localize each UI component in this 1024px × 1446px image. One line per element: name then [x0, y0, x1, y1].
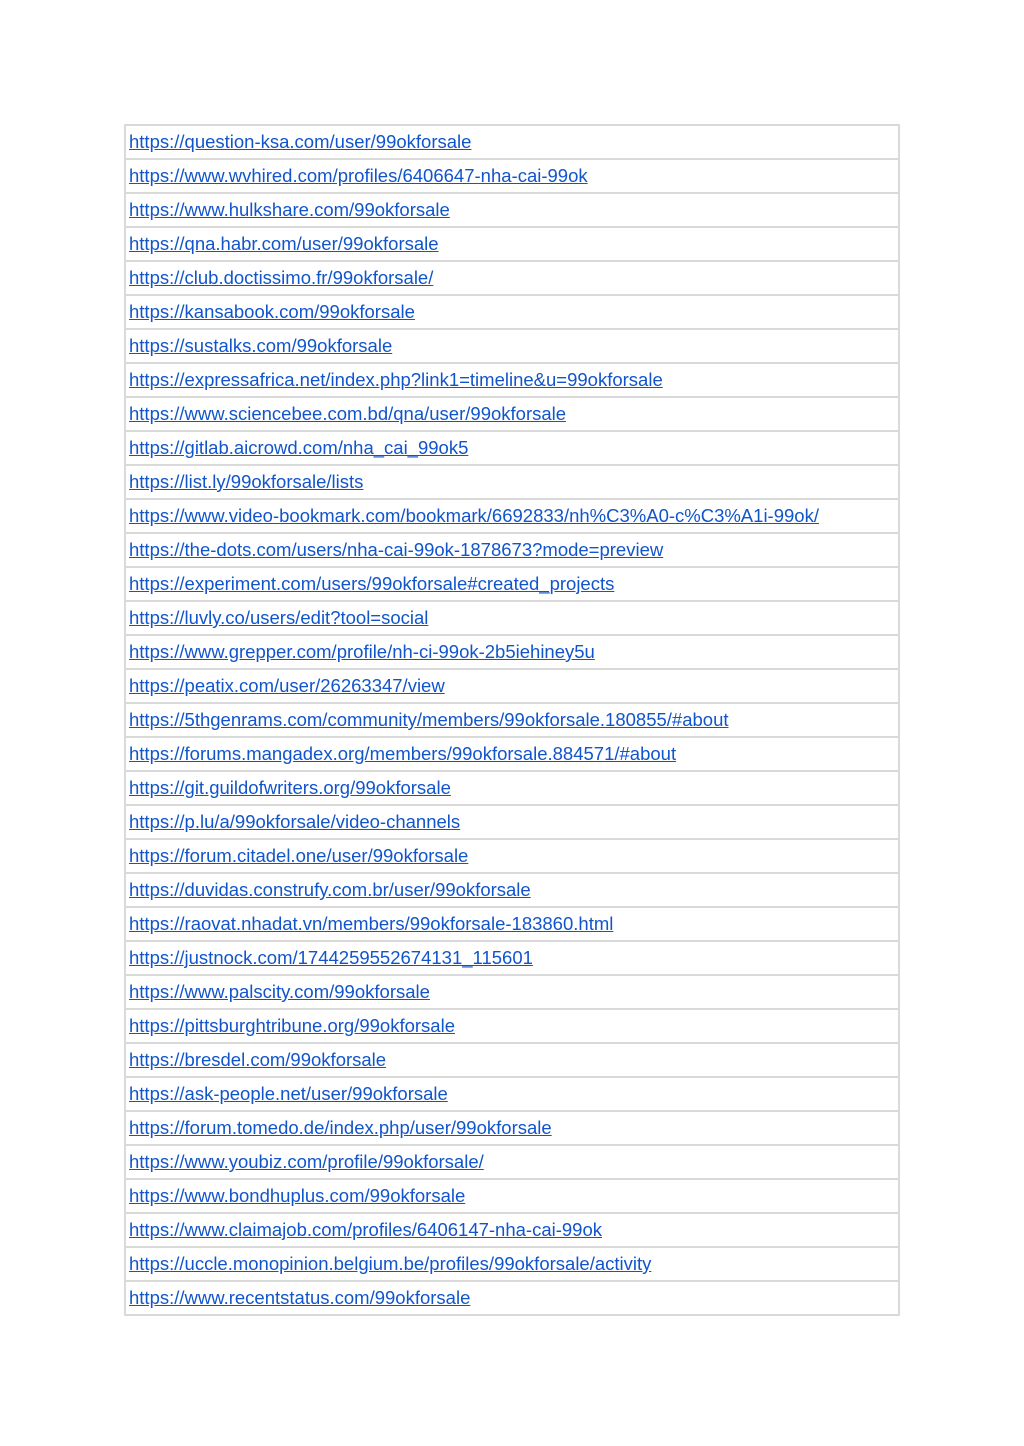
link-15[interactable]: https://luvly.co/users/edit?tool=social — [129, 607, 429, 628]
table-row — [125, 295, 899, 329]
table-cell — [125, 635, 899, 669]
table-cell — [125, 1281, 899, 1315]
table-cell — [125, 567, 899, 601]
link-9[interactable]: https://www.sciencebee.com.bd/qna/user/99okforsale — [129, 403, 567, 424]
table-cell — [125, 329, 899, 363]
table-cell — [125, 1009, 899, 1043]
table-cell — [125, 907, 899, 941]
link-29[interactable]: https://ask-people.net/user/99okforsale — [129, 1083, 448, 1104]
link-32[interactable]: https://www.bondhuplus.com/99okforsale — [129, 1185, 466, 1206]
link-21[interactable]: https://p.lu/a/99okforsale/video-channels — [129, 811, 461, 832]
table-row — [125, 873, 899, 907]
table-cell — [125, 601, 899, 635]
link-33[interactable]: https://www.claimajob.com/profiles/6406147-nha-cai-99ok — [129, 1219, 603, 1240]
table-cell — [125, 941, 899, 975]
link-13[interactable]: https://the-dots.com/users/nha-cai-99ok-1878673?mode=preview — [129, 539, 664, 560]
table-cell — [125, 125, 899, 159]
table-cell — [125, 771, 899, 805]
link-4[interactable]: https://qna.habr.com/user/99okforsale — [129, 233, 439, 254]
table-cell — [125, 805, 899, 839]
link-22[interactable]: https://forum.citadel.one/user/99okforsale — [129, 845, 469, 866]
table-cell — [125, 159, 899, 193]
link-19[interactable]: https://forums.mangadex.org/members/99okforsale.884571/#about — [129, 743, 677, 764]
table-row — [125, 1111, 899, 1145]
table-row — [125, 975, 899, 1009]
table-row — [125, 1179, 899, 1213]
table-row — [125, 941, 899, 975]
table-row — [125, 907, 899, 941]
link-31[interactable]: https://www.youbiz.com/profile/99okforsale/ — [129, 1151, 484, 1172]
table-cell — [125, 1179, 899, 1213]
table-cell — [125, 1145, 899, 1179]
table-row — [125, 601, 899, 635]
table-cell — [125, 363, 899, 397]
table-cell — [125, 193, 899, 227]
table-row — [125, 159, 899, 193]
table-row — [125, 669, 899, 703]
table-row — [125, 1145, 899, 1179]
links-table-body — [125, 125, 899, 1315]
table-row — [125, 227, 899, 261]
link-17[interactable]: https://peatix.com/user/26263347/view — [129, 675, 445, 696]
table-cell — [125, 1077, 899, 1111]
link-10[interactable]: https://gitlab.aicrowd.com/nha_cai_99ok5 — [129, 437, 469, 458]
table-cell — [125, 873, 899, 907]
link-12[interactable]: https://www.video-bookmark.com/bookmark/6692833/nh%C3%A0-c%C3%A1i-99ok/ — [129, 505, 819, 526]
table-cell — [125, 1213, 899, 1247]
table-row — [125, 737, 899, 771]
link-7[interactable]: https://sustalks.com/99okforsale — [129, 335, 393, 356]
table-row — [125, 329, 899, 363]
table-row — [125, 397, 899, 431]
link-6[interactable]: https://kansabook.com/99okforsale — [129, 301, 415, 322]
link-5[interactable]: https://club.doctissimo.fr/99okforsale/ — [129, 267, 434, 288]
table-row — [125, 635, 899, 669]
table-cell — [125, 1043, 899, 1077]
table-cell — [125, 397, 899, 431]
table-row — [125, 499, 899, 533]
link-28[interactable]: https://bresdel.com/99okforsale — [129, 1049, 387, 1070]
link-34[interactable]: https://uccle.monopinion.belgium.be/profiles/99okforsale/activity — [129, 1253, 652, 1274]
table-row — [125, 839, 899, 873]
table-row — [125, 703, 899, 737]
table-row — [125, 363, 899, 397]
table-row — [125, 771, 899, 805]
link-24[interactable]: https://raovat.nhadat.vn/members/99okforsale-183860.html — [129, 913, 614, 934]
table-cell — [125, 703, 899, 737]
table-cell — [125, 1247, 899, 1281]
link-26[interactable]: https://www.palscity.com/99okforsale — [129, 981, 430, 1002]
table-cell — [125, 295, 899, 329]
table-row — [125, 1043, 899, 1077]
table-row — [125, 567, 899, 601]
links-table — [124, 124, 900, 1316]
link-18[interactable]: https://5thgenrams.com/community/members/99okforsale.180855/#about — [129, 709, 729, 730]
table-cell — [125, 465, 899, 499]
table-row — [125, 193, 899, 227]
link-1[interactable]: https://question-ksa.com/user/99okforsale — [129, 131, 472, 152]
link-23[interactable]: https://duvidas.construfy.com.br/user/99okforsale — [129, 879, 531, 900]
link-30[interactable]: https://forum.tomedo.de/index.php/user/99okforsale — [129, 1117, 552, 1138]
table-cell — [125, 227, 899, 261]
link-27[interactable]: https://pittsburghtribune.org/99okforsale — [129, 1015, 455, 1036]
table-cell — [125, 975, 899, 1009]
table-cell — [125, 431, 899, 465]
table-cell — [125, 499, 899, 533]
table-row — [125, 805, 899, 839]
table-cell — [125, 669, 899, 703]
table-row — [125, 1281, 899, 1315]
link-35[interactable]: https://www.recentstatus.com/99okforsale — [129, 1287, 471, 1308]
link-20[interactable]: https://git.guildofwriters.org/99okforsale — [129, 777, 451, 798]
table-row — [125, 261, 899, 295]
link-16[interactable]: https://www.grepper.com/profile/nh-ci-99ok-2b5iehiney5u — [129, 641, 595, 662]
table-row — [125, 1247, 899, 1281]
table-row — [125, 1009, 899, 1043]
table-row — [125, 1077, 899, 1111]
table-cell — [125, 1111, 899, 1145]
table-row — [125, 465, 899, 499]
link-14[interactable]: https://experiment.com/users/99okforsale#created_projects — [129, 573, 615, 594]
table-cell — [125, 533, 899, 567]
link-11[interactable]: https://list.ly/99okforsale/lists — [129, 471, 364, 492]
link-8[interactable]: https://expressafrica.net/index.php?link1=timeline&u=99okforsale — [129, 369, 663, 390]
table-row — [125, 533, 899, 567]
link-25[interactable]: https://justnock.com/1744259552674131_115601 — [129, 947, 533, 968]
link-2[interactable]: https://www.wvhired.com/profiles/6406647-nha-cai-99ok — [129, 165, 588, 186]
link-3[interactable]: https://www.hulkshare.com/99okforsale — [129, 199, 450, 220]
table-cell — [125, 839, 899, 873]
table-cell — [125, 737, 899, 771]
table-cell — [125, 261, 899, 295]
table-row — [125, 431, 899, 465]
table-row — [125, 125, 899, 159]
table-row — [125, 1213, 899, 1247]
